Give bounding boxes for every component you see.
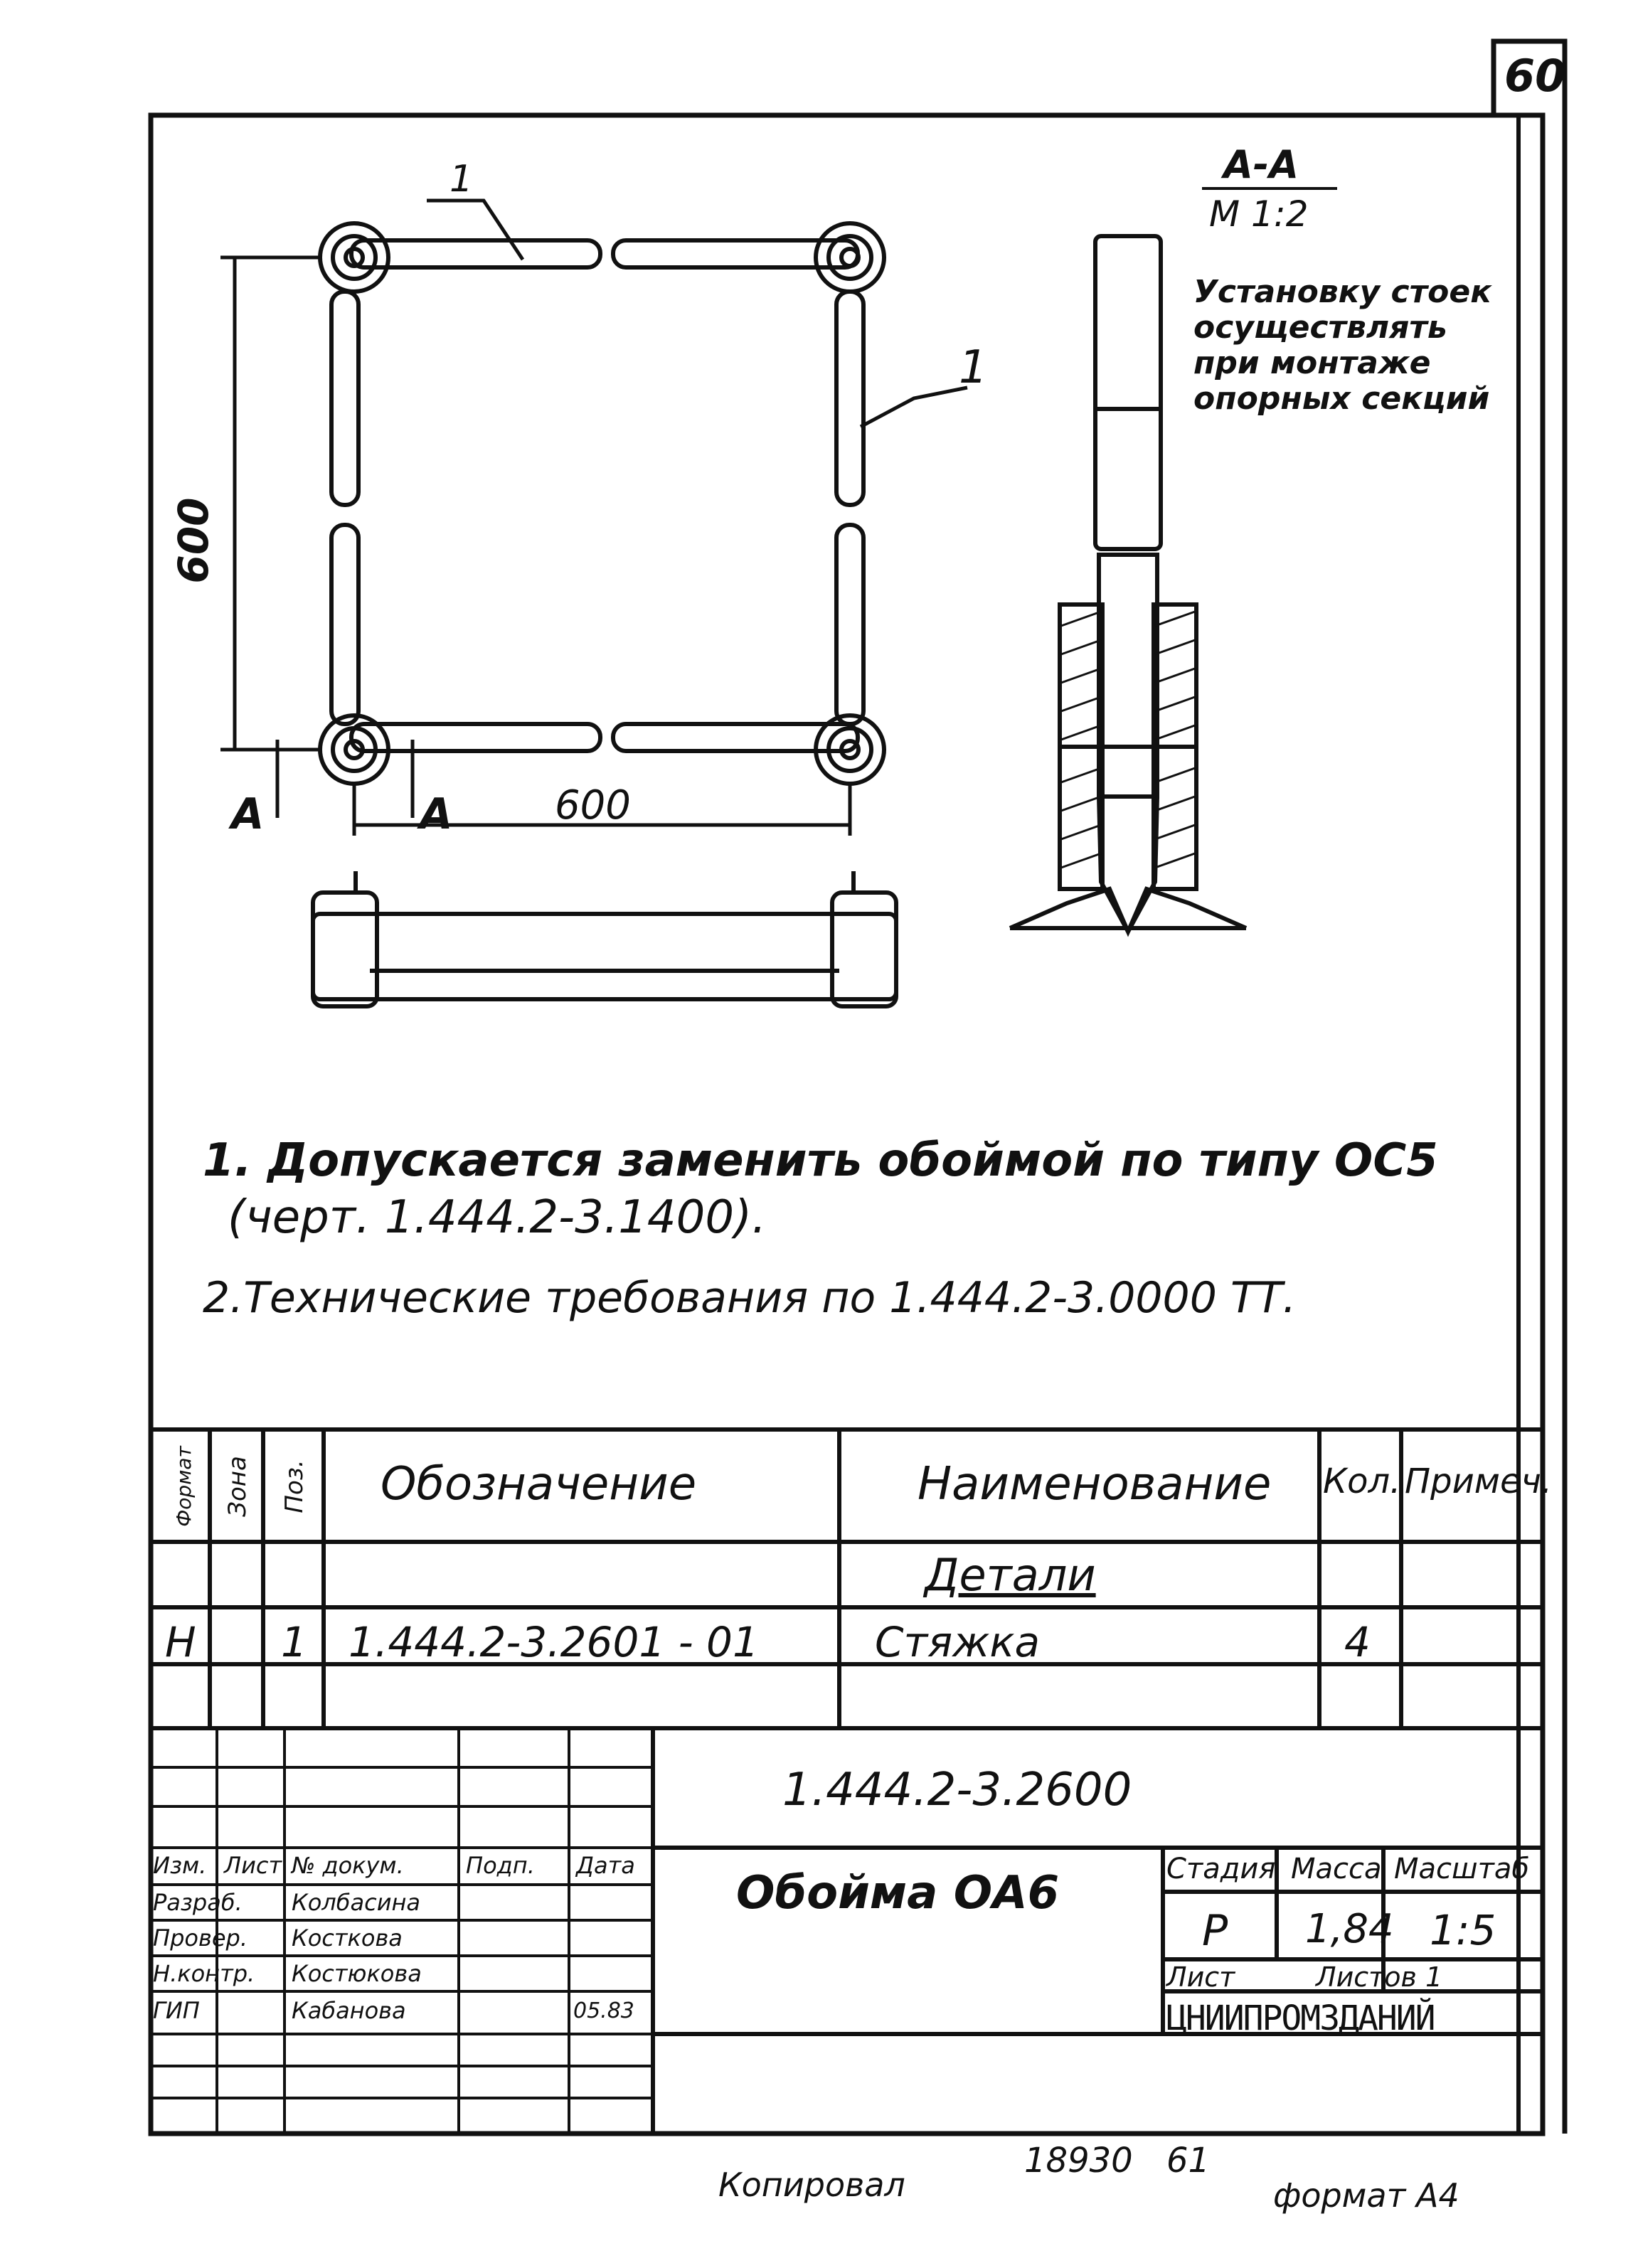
plan-view xyxy=(320,223,884,784)
header-designation: Обозначение xyxy=(381,1458,697,1511)
dim-height-600: 600 xyxy=(169,497,218,584)
callout-1-top: 1 xyxy=(450,158,474,201)
document-code: 1.444.2-3.2600 xyxy=(782,1764,1132,1816)
tb-header-sheets: Листов 1 xyxy=(1316,1961,1443,1993)
header-zone: Зона xyxy=(223,1456,252,1517)
tb-col-date: Дата xyxy=(576,1852,635,1879)
note-2: 2.Технические требования по 1.444.2-3.0000 ТТ. xyxy=(203,1273,1297,1323)
role-developer: Разраб. xyxy=(153,1889,243,1916)
name-chief-engineer: Кабанова xyxy=(292,1997,406,2024)
footer-format: формат А4 xyxy=(1273,2176,1459,2215)
sign-date: 05.83 xyxy=(573,1998,634,2023)
footer-copied-by: Копировал xyxy=(718,2166,905,2204)
corner-post xyxy=(320,223,388,292)
header-note: Примеч. xyxy=(1405,1462,1553,1501)
role-chief-engineer: ГИП xyxy=(153,1997,200,2024)
section-title-details: Детали xyxy=(925,1549,1096,1601)
tb-value-stage: Р xyxy=(1202,1906,1228,1956)
tb-col-change: Изм. xyxy=(153,1852,207,1879)
tb-header-stage: Стадия xyxy=(1166,1853,1276,1885)
tb-value-mass: 1,84 xyxy=(1305,1906,1394,1952)
row-pos: 1 xyxy=(281,1618,307,1666)
header-pos: Поз. xyxy=(280,1459,309,1513)
name-norm-control: Костюкова xyxy=(292,1960,422,1987)
row-qty: 4 xyxy=(1344,1618,1371,1666)
tb-header-scale: Масштаб xyxy=(1394,1853,1530,1885)
name-checker: Косткова xyxy=(292,1924,403,1952)
tb-col-sign: Подп. xyxy=(466,1852,535,1879)
section-title: А-А xyxy=(1223,142,1299,187)
row-name: Стяжка xyxy=(875,1618,1040,1666)
dim-width-600: 600 xyxy=(555,782,631,829)
name-developer: Колбасина xyxy=(292,1889,421,1916)
role-norm-control: Н.контр. xyxy=(153,1960,255,1987)
install-note-line-3: при монтаже xyxy=(1193,345,1431,381)
elevation-view xyxy=(313,871,896,1006)
document-title: Обойма ОА6 xyxy=(736,1867,1060,1920)
section-mark-left: А xyxy=(231,789,265,839)
tb-value-scale: 1:5 xyxy=(1430,1906,1496,1954)
header-name: Наименование xyxy=(918,1458,1272,1511)
row-designation: 1.444.2-3.2601 - 01 xyxy=(349,1618,759,1666)
tb-col-sheet: Лист xyxy=(224,1852,282,1879)
row-format: Н xyxy=(165,1618,196,1666)
header-format: Формат xyxy=(172,1446,196,1527)
section-mark-right: А xyxy=(420,789,453,839)
footer-number: 18930 xyxy=(1024,2141,1133,2181)
corner-post xyxy=(816,223,884,292)
tb-col-docnum: № докум. xyxy=(292,1852,404,1879)
footer-page: 61 xyxy=(1166,2141,1211,2181)
page-number: 60 xyxy=(1504,50,1566,102)
tb-header-mass: Масса xyxy=(1291,1853,1382,1885)
install-note-line-1: Установку стоек xyxy=(1193,274,1492,310)
organization-name: ЦНИИПРОМЗДАНИЙ xyxy=(1166,1998,1435,2038)
note-1-line-2: (черт. 1.444.2-3.1400). xyxy=(228,1191,767,1244)
role-checker: Провер. xyxy=(153,1924,248,1952)
callout-1-right: 1 xyxy=(959,341,988,394)
note-1-line-1: 1. Допускается заменить обоймой по типу ОС5 xyxy=(203,1134,1438,1187)
tb-header-sheet: Лист xyxy=(1166,1961,1235,1993)
section-scale: М 1:2 xyxy=(1209,193,1309,235)
header-qty: Кол. xyxy=(1323,1462,1401,1501)
install-note-line-4: опорных секций xyxy=(1193,380,1490,417)
install-note-line-2: осуществлять xyxy=(1193,309,1447,346)
